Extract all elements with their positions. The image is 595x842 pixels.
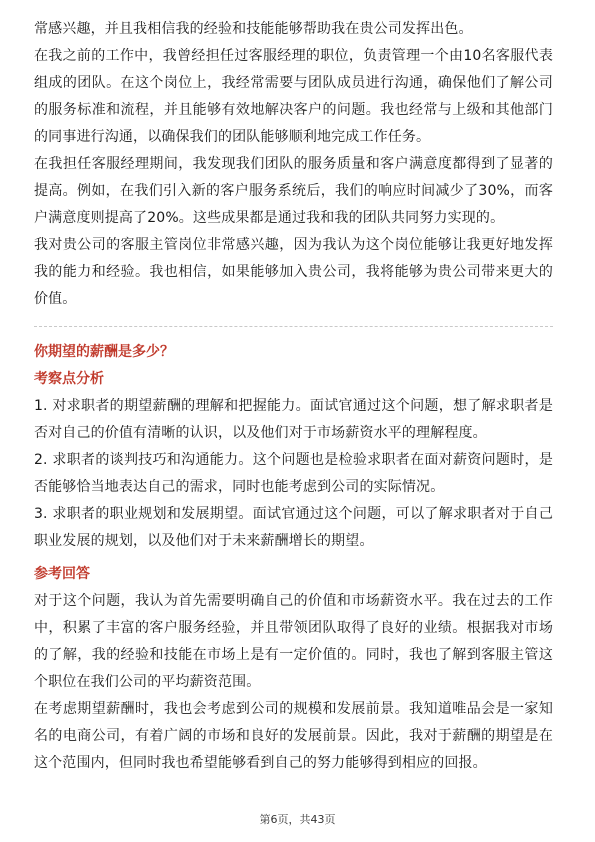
body-paragraph: 常感兴趣，并且我相信我的经验和技能能够帮助我在贵公司发挥出色。 (34, 21, 473, 37)
body-paragraph: 我对贵公司的客服主管岗位非常感兴趣，因为我认为这个岗位能够让我更好地发挥我的能力和经验。我也相信，如果能够加入贵公司，我将能够为贵公司带来更大的价值。 (34, 237, 553, 307)
section-divider (34, 326, 553, 327)
analysis-point: 2. 求职者的谈判技巧和沟通能力。这个问题也是检验求职者在面对薪资问题时，是否能够恰当地表达自己的需求，同时也能考虑到公司的实际情况。 (34, 452, 553, 495)
page-number: 第6页，共43页 (259, 813, 336, 826)
analysis-heading: 考察点分析 (34, 371, 104, 387)
answer-heading: 参考回答 (34, 566, 90, 582)
analysis-point: 3. 求职者的职业规划和发展期望。面试官通过这个问题，可以了解求职者对于自己职业发展的规划，以及他们对于未来薪酬增长的期望。 (34, 506, 553, 549)
answer-paragraph: 对于这个问题，我认为首先需要明确自己的价值和市场薪资水平。我在过去的工作中，积累了丰富的客户服务经验，并且带领团队取得了良好的业绩。根据我对市场的了解，我的经验和技能在市场上是有一定价值的。同时，我也了解到客服主管这个职位在我们公司的平均薪资范围。 (34, 593, 553, 690)
question-title: 你期望的薪酬是多少？ (34, 344, 174, 360)
body-paragraph: 在我之前的工作中，我曾经担任过客服经理的职位，负责管理一个由10名客服代表组成的团队。在这个岗位上，我经常需要与团队成员进行沟通，确保他们了解公司的服务标准和流程，并且能够有效地解决客户的问题。我也经常与上级和其他部门的同事进行沟通，以确保我们的团队能够顺利地完成工作任务。 (34, 48, 553, 145)
answer-paragraph: 在考虑期望薪酬时，我也会考虑到公司的规模和发展前景。我知道唯品会是一家知名的电商公司，有着广阔的市场和良好的发展前景。因此，我对于薪酬的期望是在这个范围内，但同时我也希望能够看到自己的努力能够得到相应的回报。 (34, 701, 553, 771)
analysis-point: 1. 对求职者的期望薪酬的理解和把握能力。面试官通过这个问题，想了解求职者是否对自己的价值有清晰的认识，以及他们对于市场薪资水平的理解程度。 (34, 398, 553, 441)
body-paragraph: 在我担任客服经理期间，我发现我们团队的服务质量和客户满意度都得到了显著的提高。例如，在我们引入新的客户服务系统后，我们的响应时间减少了30%，而客户满意度则提高了20%。这些成果都是通过我和我的团队共同努力实现的。 (34, 156, 553, 226)
analysis-section (34, 366, 553, 555)
intro-section (34, 16, 553, 313)
answer-section (34, 561, 553, 777)
